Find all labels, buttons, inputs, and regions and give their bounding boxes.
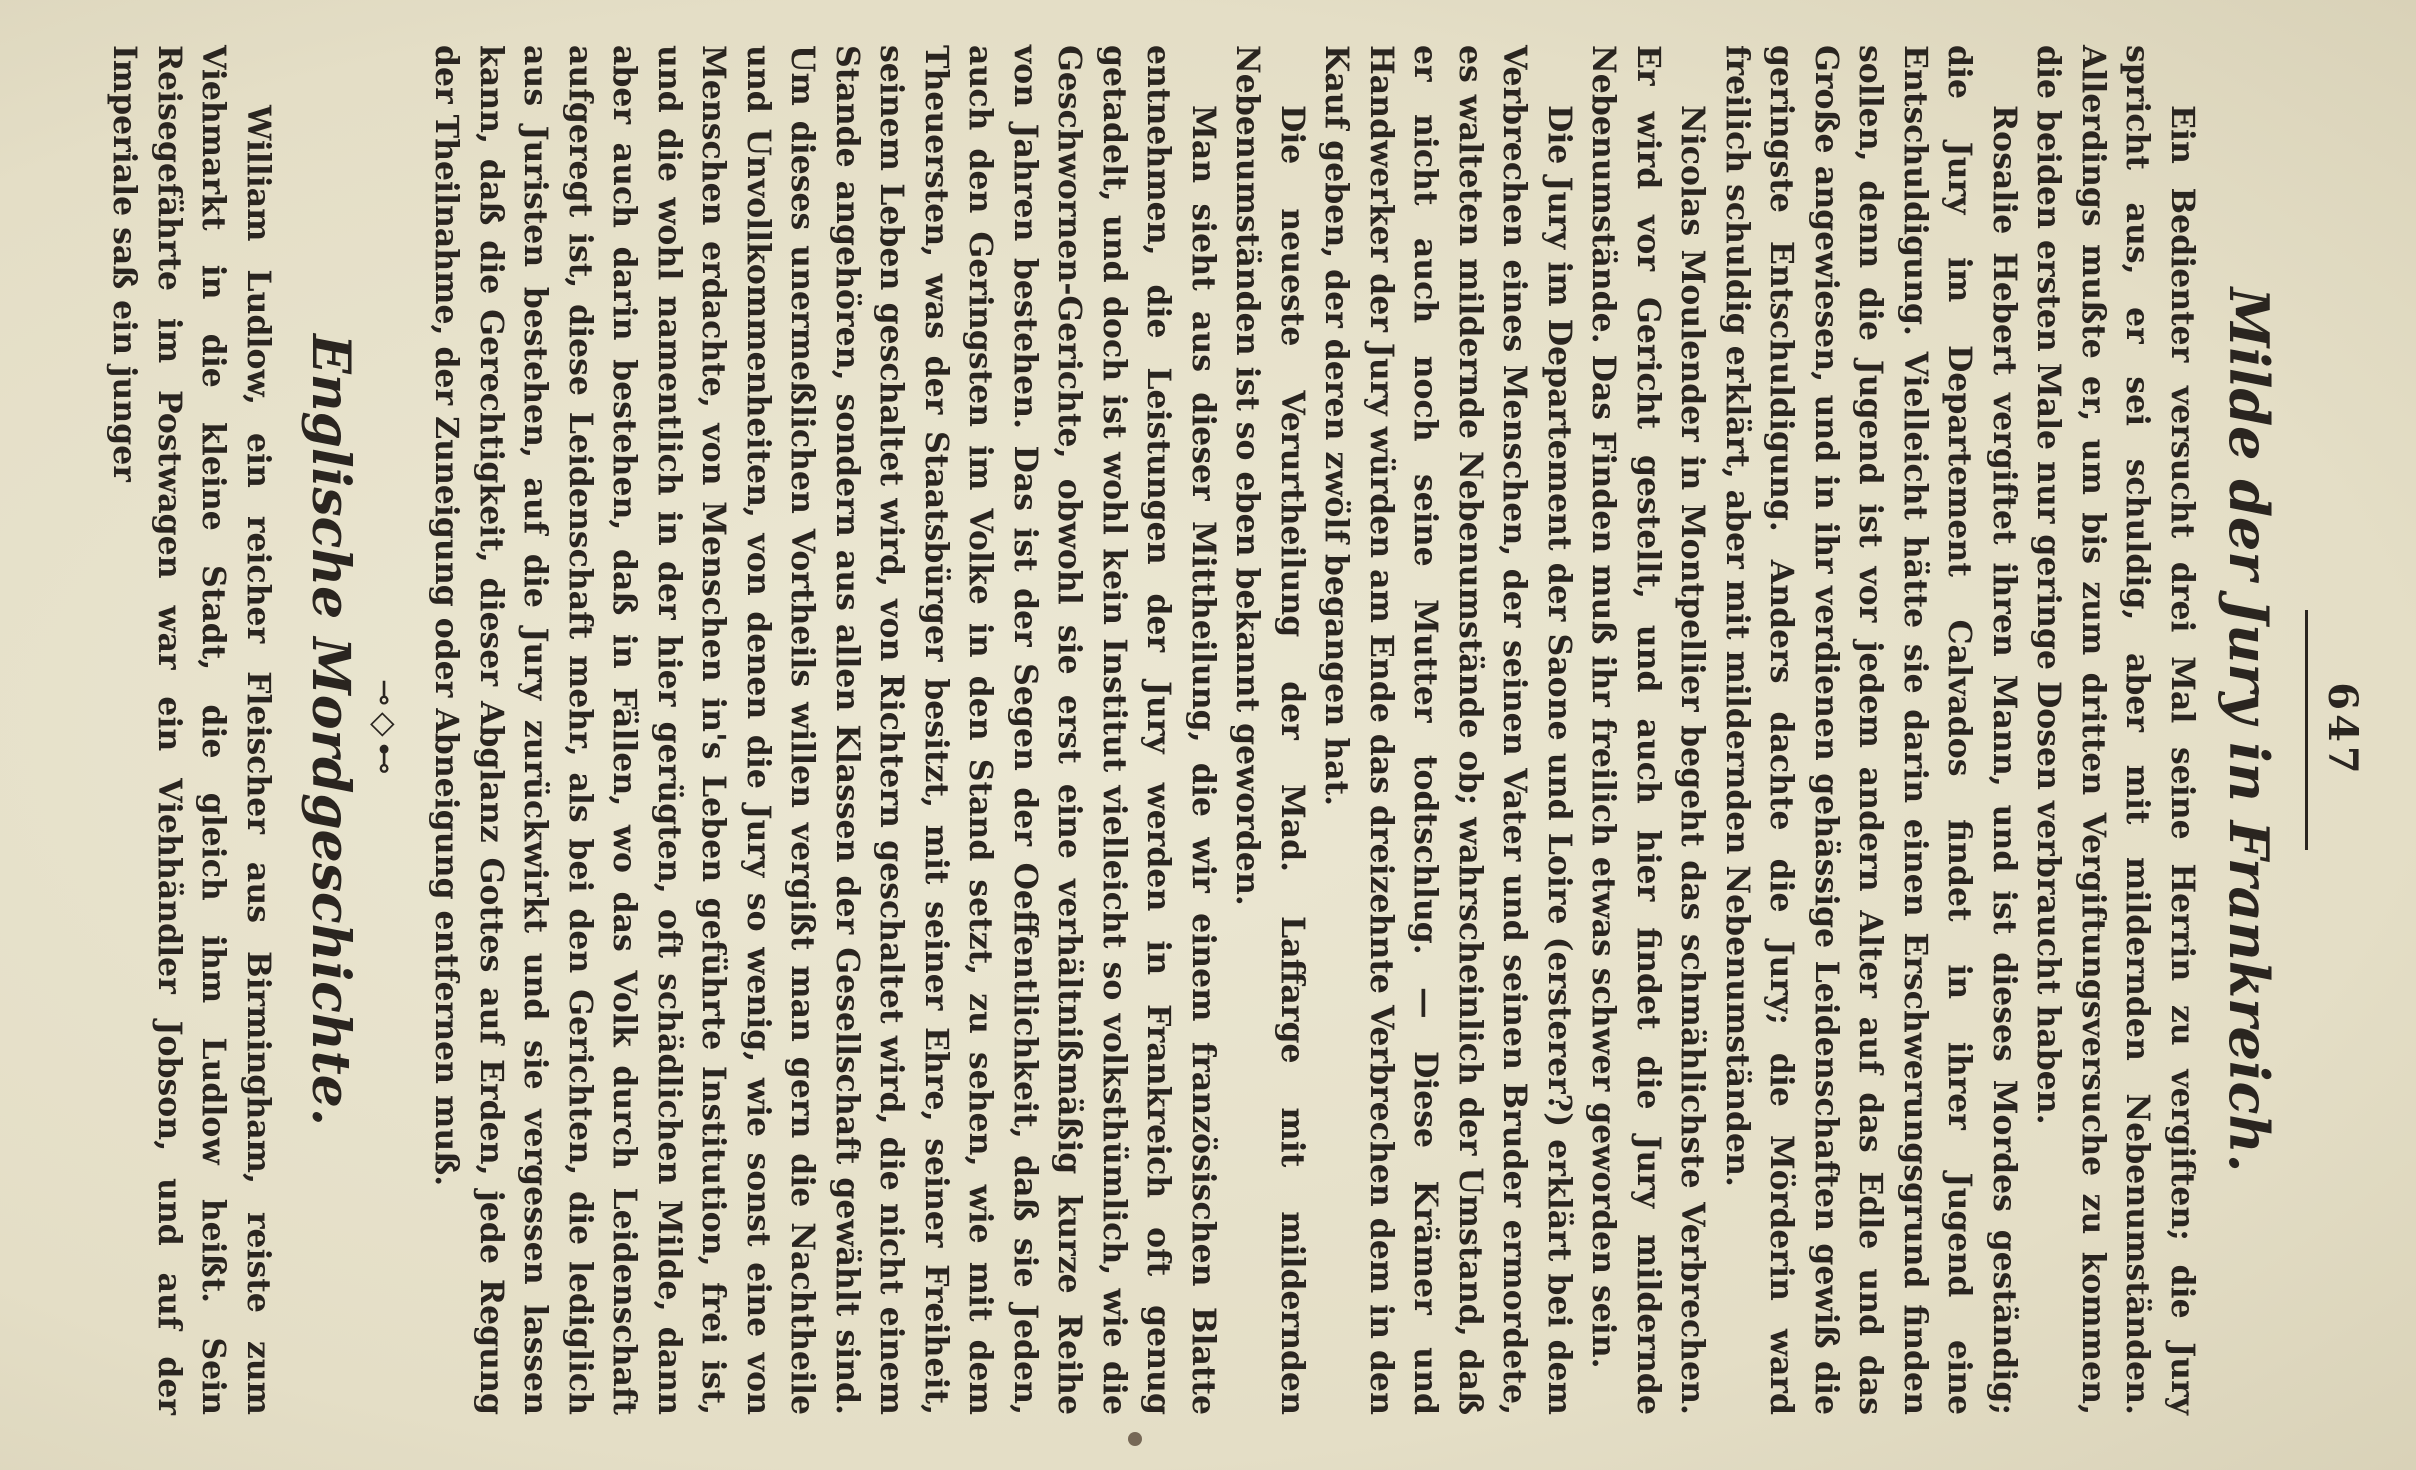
paragraph: Nicolas Moulender in Montpellier begeht das schmählichste Verbrechen. Er wird vor Gericht gestellt, und auch hier findet die Jury mildernde Nebenumstände. Das Finden muß ihr freilich etwas schwer geworden sein.: [1585, 45, 1712, 1415]
article-title-mordgeschichte: Englische Mordgeschichte.: [300, 334, 361, 1126]
paragraph: Man sieht aus dieser Mittheilung, die wir einem französischen Blatte entnehmen, die Leistungen der Jury werden in Frankreich oft genug getadelt, und doch ist wohl kein Institut vielleicht so volksthümlich, wie die Geschwornen-Gerichte, obwohl sie erst eine verhältnißmäßig kurze Reihe von Jahren bestehen. Das ist der Segen der Oeffentlichkeit, daß sie Jeden, auch den Geringsten im Volke in den Stand setzt, zu sehen, wie mit dem Theuersten, was der Staatsbürger besitzt, mit seiner Ehre, seiner Freiheit, seinem Leben geschaltet wird, von Richtern geschaltet wird, die nicht einem Stande angehören, sondern aus allen Klassen der Gesellschaft gewählt sind. Um dieses unermeßlichen Vortheils willen vergißt man gern die Nachtheile und Unvollkommenheiten, von denen die Jury so wenig, wie sonst eine von Menschen erdachte, von Menschen in's Leben geführte Institution, frei ist, und die wohl namentlich in der hier gerügten, oft schädlichen Milde, dann aber auch darin bestehen, daß in Fällen, wo das Volk durch Leidenschaft aufgeregt ist, diese Leidenschaft mehr, als bei den Gerichten, die lediglich aus Juristen bestehen, auf die Jury zurückwirkt und sie vergessen lassen kann, daß die Gerechtigkeit, dieser Abglanz Gottes auf Erden, jede Regung der Theilnahme, der Zuneigung oder Abneigung entfernen muß.: [428, 45, 1222, 1415]
paragraph: Die neueste Verurtheilung der Mad. Laffarge mit mildernden Nebenumständen ist so eben bekannt geworden.: [1229, 45, 1311, 1415]
header-rule: [2305, 610, 2308, 850]
page-content: [102, 45, 2366, 1415]
section-ornament: ⊸◇⊷: [366, 679, 404, 781]
page-number: 647: [2319, 682, 2366, 778]
paragraph: Die Jury im Departement der Saone und Loire (ersterer?) erklärt bei dem Verbrechen eines Menschen, der seinen Vater und seinen Bruder ermordete, es walteten mildernde Nebenumstände ob; wahrscheinlich der Umstand, daß er nicht auch noch seine Mutter todtschlug. — Diese Krämer und Handwerker der Jury würden am Ende das dreizehnte Verbrechen dem in den Kauf geben, der deren zwölf begangen hat.: [1318, 45, 1578, 1415]
article-title-jury: Milde der Jury in Frankreich.: [2217, 287, 2281, 1173]
paragraph: Ein Bedienter versucht drei Mal seine Herrin zu vergiften; die Jury spricht aus, er sei schuldig, aber mit mildernden Nebenumständen. Allerdings mußte er, um bis zum dritten Vergiftungsversuche zu kommen, die beiden ersten Male nur geringe Dosen verbraucht haben.: [2030, 45, 2201, 1415]
paragraph: Rosalie Hebert vergiftet ihren Mann, und ist dieses Mordes geständig; die Jury im Departement Calvados findet in ihrer Jugend eine Entschuldigung. Vielleicht hätte sie darin einen Erschwerungsgrund finden sollen, denn die Jugend ist vor jedem andern Alter auf das Edle und das Große angewiesen, und in ihr verdienen gehässige Leidenschaften gewiß die geringste Entschuldigung. Anders dachte die Jury; die Mörderin ward freilich schuldig erklärt, aber mit mildernden Nebenumständen.: [1719, 45, 2023, 1415]
paragraph: William Ludlow, ein reicher Fleischer aus Birmingham, reiste zum Viehmarkt in die kleine Stadt, die gleich ihm Ludlow heißt. Sein Reisegefährte im Postwagen war ein Viehhändler Jobson, und auf der Imperiale saß ein junger: [106, 45, 277, 1415]
